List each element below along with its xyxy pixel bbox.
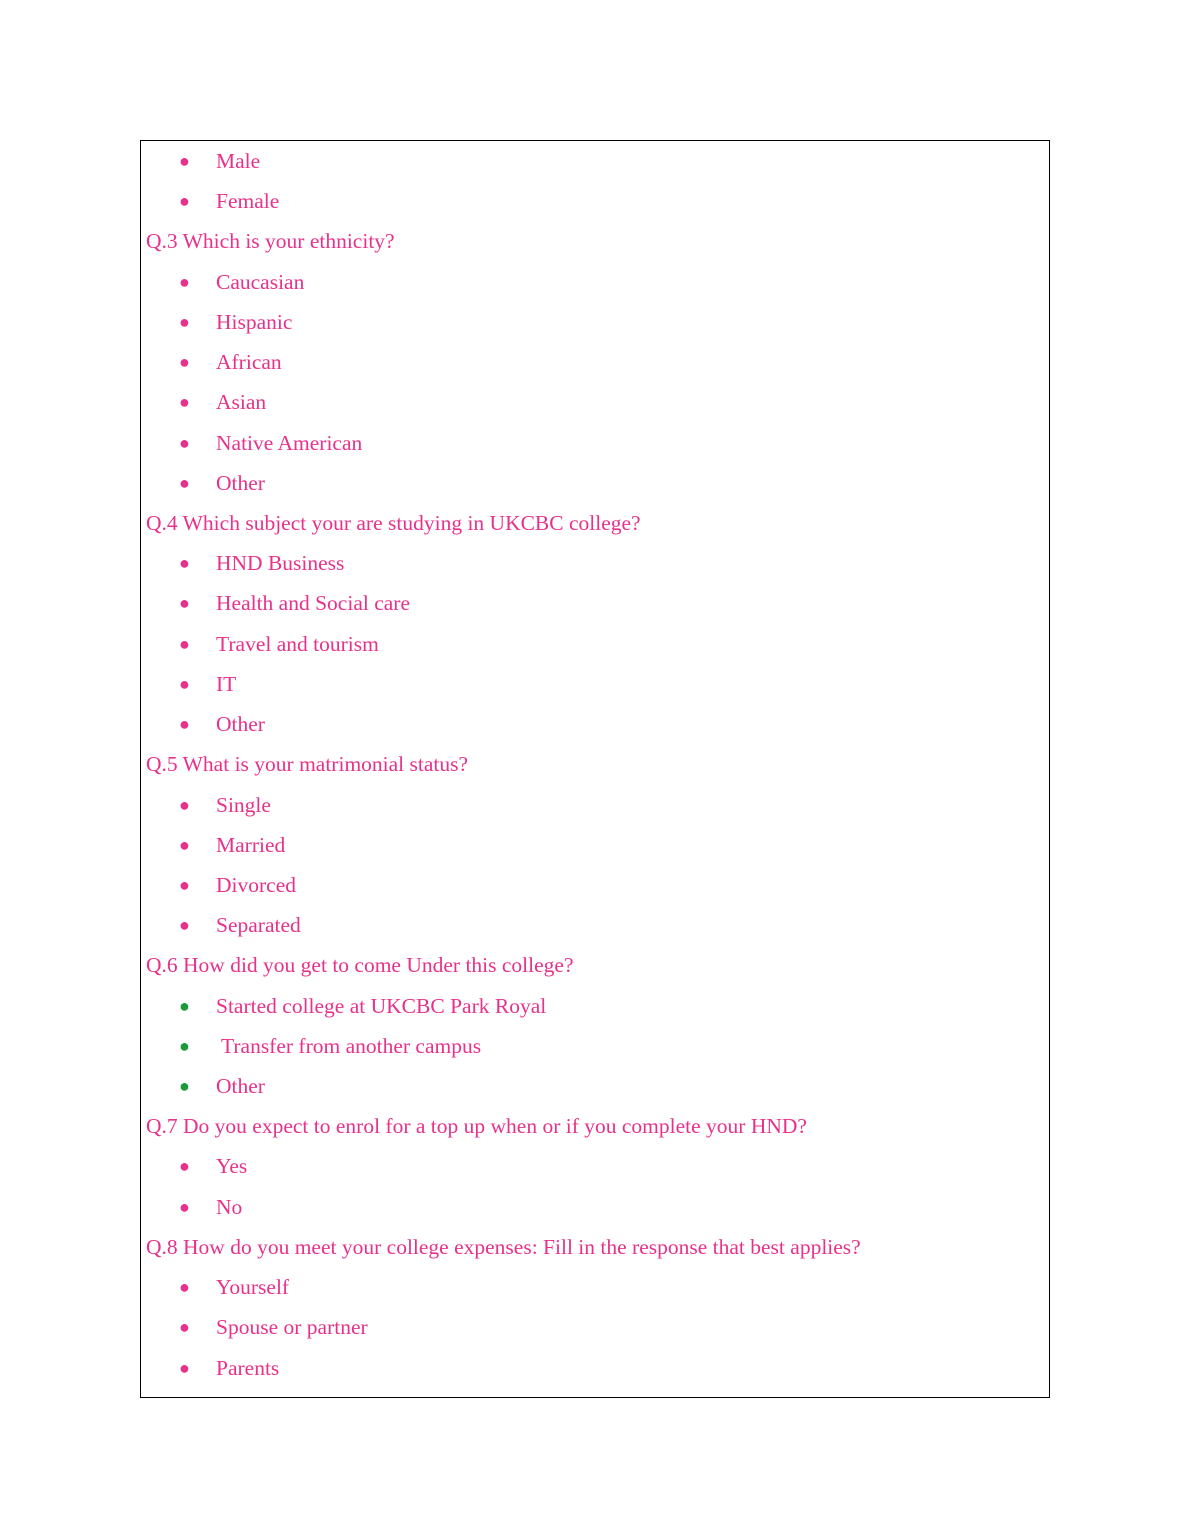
option-label: Hispanic <box>216 309 293 334</box>
bullet-icon: ● <box>179 1076 190 1097</box>
bullet-icon: ● <box>179 633 190 654</box>
list-item <box>141 624 1049 664</box>
option-label: Parents <box>216 1355 280 1380</box>
option-label: Other <box>216 712 265 737</box>
option-label: Female <box>216 189 280 214</box>
bullet-icon: ● <box>179 673 190 694</box>
option-label: IT <box>216 671 237 696</box>
bullet-icon: ● <box>179 714 190 735</box>
option-label: Single <box>216 792 271 817</box>
list-item <box>141 583 1049 623</box>
questionnaire-content <box>141 141 1049 1388</box>
list-item <box>141 463 1049 503</box>
bullet-icon: ● <box>179 1196 190 1217</box>
list-item <box>141 785 1049 825</box>
list-item <box>141 1187 1049 1227</box>
bullet-icon: ● <box>179 151 190 171</box>
bullet-icon: ● <box>179 311 190 332</box>
question-4: Q.4 Which subject your are studying in UKCBC college? <box>146 510 641 535</box>
bullet-icon: ● <box>179 794 190 815</box>
list-item <box>141 664 1049 704</box>
option-label: Yes <box>216 1154 248 1179</box>
option-label: Other <box>216 470 265 495</box>
question-7: Q.7 Do you expect to enrol for a top up when or if you complete your HND? <box>146 1114 807 1139</box>
bullet-icon: ● <box>179 915 190 936</box>
question-3: Q.3 Which is your ethnicity? <box>146 229 395 254</box>
option-label: Other <box>216 1074 265 1099</box>
list-item <box>141 905 1049 945</box>
option-label: Spouse or partner <box>216 1315 368 1340</box>
option-label: Yourself <box>216 1275 290 1300</box>
document-box <box>140 140 1050 1398</box>
list-item <box>141 141 1049 181</box>
bullet-icon: ● <box>179 432 190 453</box>
option-label: Divorced <box>216 872 296 897</box>
list-item <box>141 704 1049 744</box>
bullet-icon: ● <box>179 1357 190 1378</box>
option-label: Started college at UKCBC Park Royal <box>216 993 547 1018</box>
option-label: Native American <box>216 430 363 455</box>
bullet-icon: ● <box>179 1277 190 1298</box>
question-8: Q.8 How do you meet your college expenses: Fill in the response that best applies? <box>146 1234 861 1259</box>
list-item <box>141 1348 1049 1388</box>
bullet-icon: ● <box>179 352 190 373</box>
question-5: Q.5 What is your matrimonial status? <box>146 752 469 777</box>
list-item <box>141 1267 1049 1307</box>
list-item <box>141 865 1049 905</box>
option-label: Transfer from another campus <box>216 1033 482 1058</box>
bullet-icon: ● <box>179 1035 190 1056</box>
bullet-icon: ● <box>179 995 190 1016</box>
option-label: Male <box>216 149 261 173</box>
bullet-icon: ● <box>179 834 190 855</box>
bullet-icon: ● <box>179 1156 190 1177</box>
option-label: Married <box>216 832 286 857</box>
option-label: African <box>216 350 282 375</box>
bullet-icon: ● <box>179 1317 190 1338</box>
list-item <box>141 1146 1049 1186</box>
option-label: Travel and tourism <box>216 631 379 656</box>
option-label: HND Business <box>216 551 345 576</box>
list-item <box>141 543 1049 583</box>
list-item <box>141 342 1049 382</box>
list-item <box>141 825 1049 865</box>
list-item <box>141 1066 1049 1106</box>
list-item <box>141 1026 1049 1066</box>
list-item <box>141 262 1049 302</box>
bullet-icon: ● <box>179 271 190 292</box>
option-label: No <box>216 1194 243 1219</box>
option-label: Asian <box>216 390 267 415</box>
bullet-icon: ● <box>179 392 190 413</box>
list-item <box>141 382 1049 422</box>
list-item <box>141 986 1049 1026</box>
bullet-icon: ● <box>179 553 190 574</box>
bullet-icon: ● <box>179 874 190 895</box>
list-item <box>141 181 1049 221</box>
list-item <box>141 302 1049 342</box>
option-label: Caucasian <box>216 269 305 294</box>
option-label: Health and Social care <box>216 591 411 616</box>
option-label: Separated <box>216 913 301 938</box>
bullet-icon: ● <box>179 593 190 614</box>
list-item <box>141 423 1049 463</box>
bullet-icon: ● <box>179 191 190 212</box>
question-6: Q.6 How did you get to come Under this college? <box>146 953 574 978</box>
bullet-icon: ● <box>179 472 190 493</box>
list-item <box>141 1307 1049 1347</box>
